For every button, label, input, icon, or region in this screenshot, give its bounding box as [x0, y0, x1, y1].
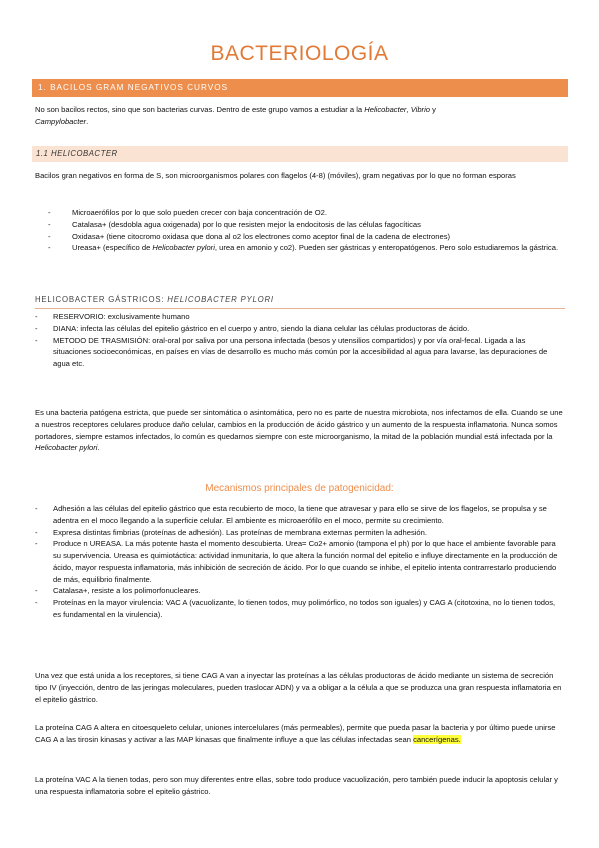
- pathogen-paragraph: [35, 407, 563, 454]
- list-item: - Adhesión a las células del epitelio gástrico que esta recubierto de moco, la tiene que atravesar y para ello se sirve de los flagelos, se propulsa y se adentra en el moco llegando a la superficie celular. El ambiente es microaerófilo en el moco, permite su crecimiento.: [35, 504, 547, 525]
- mechanism-text: Produce n UREASA. La más potente hasta el momento descubierta. Urea= Co2+ amonio (tampona el ph) por lo que hace el ambiente favorable para su supervivencia. Ureasa es quimiotáctica: actividad inmunitaria, lo que altera la función normal del epitelio e influye directamente en la producción de ácido, mayor respuesta inflamatoria, más inhibición de secreción de ácido. Por lo que cuando se inhibe, el epitelio intenta contrarrestarlo produciendo de más, equilibrio finalmente.: [53, 539, 558, 584]
- gastric-list: [35, 311, 563, 370]
- intro-paragraph: [35, 104, 563, 128]
- mechanisms-list: [35, 503, 563, 621]
- gastric-item-text: DIANA: infecta las células del epitelio gástrico en el cuerpo y antro, siendo la diana celular las células productoras de ácido.: [53, 323, 470, 333]
- mechanism-text: Catalasa+, resiste a los polimorfonucleares.: [53, 586, 201, 596]
- list-item: - Proteínas en la mayor virulencia: VAC A (vacuolizante, lo tienen todos, muy polimórfico, no todos son iguales) y CAG A (citotoxina, no lo tienen todos, es fundamental en la virulencia).: [35, 598, 556, 619]
- mechanism-text: Expresa distintas fimbrias (proteínas de adhesión). Las proteínas de membrana externas permiten la adhesión.: [53, 527, 427, 537]
- mechanism-text: Adhesión a las células del epitelio gástrico que esta recubierto de moco, la tiene que atravesar y para ello se sirve de los flagelos, se propulsa y se adentra en el moco llegando a la superficie celular. El ambiente es microaerófilo en el moco, permite su crecimiento.: [53, 504, 547, 525]
- ureasa-species: Helicobacter pylori: [152, 243, 215, 253]
- list-item: - Produce n UREASA. La más potente hasta el momento descubierta. Urea= Co2+ amonio (tampona el ph) por lo que hace el ambiente favorable para su supervivencia. Ureasa es quimiotáctica: actividad inmunitaria, lo que altera la función normal del epitelio e influye directamente en la producción de ácido, mayor respuesta inflamatoria, más inhibición de secreción de ácido. Por lo que cuando se inhibe, el epitelio intenta contrarrestarlo produciendo de más, equilibrio finalmente.: [35, 539, 558, 584]
- pathogen-end: .: [97, 443, 100, 453]
- mechanism-text: Proteínas en la mayor virulencia: VAC A (vacuolizante, lo tienen todos, muy polimórfico, no todos son iguales) y CAG A (citotoxina, no lo tienen todos, es fundamental en la virulencia).: [53, 598, 556, 619]
- list-item: - Catalasa+ (desdobla agua oxigenada) por lo que resisten mejor la endocitosis de las células fagocíticas: [48, 219, 421, 229]
- feature-text: Catalasa+ (desdobla agua oxigenada) por lo que resisten mejor la endocitosis de las células fagocíticas: [72, 219, 421, 229]
- page-title: BACTERIOLOGÍA: [210, 42, 389, 65]
- feature-text: Oxidasa+ (tiene citocromo oxidasa que dona al o2 los electrones como aceptor final de la cadena de electrones): [72, 231, 451, 241]
- gastric-heading: [35, 294, 565, 309]
- feature-text: Microaerófilos por lo que solo pueden crecer con baja concentración de O2.: [72, 208, 327, 217]
- list-item: - Microaerófilos por lo que solo pueden crecer con baja concentración de O2.: [48, 208, 327, 217]
- subsection-heading-helicobacter: 1.1 HELICOBACTER: [32, 146, 568, 162]
- list-item: - Ureasa+ (específico de Helicobacter pylori, urea en amonio y co2). Pueden ser gástricas y enteropatógenos. Pero solo estudiaremos la gástrica.: [48, 243, 559, 253]
- pathogen-text: Es una bacteria patógena estricta, que puede ser sintomática o asintomática, pero no es parte de nuestra microbiota, nos infectamos de ella. Cuando se une a nuestros receptores celulares produce daño celular, cambios en la producción de ácido gástrico y un aumento de la respuesta inflamatoria. Nunca somos portadores, siempre estamos infectados, lo común es quedarnos siempre con este microorganismo, la mitad de la población mundial está infectada por la: [35, 408, 563, 441]
- gastric-heading-species: HELICOBACTER PYLORI: [167, 295, 274, 304]
- ureasa-text-after: , urea en amonio y co2). Pueden ser gástricas y enteropatógenos. Pero solo estudiaremos la gástrica.: [214, 243, 559, 253]
- intro-genus-vibrio: Vibrio: [410, 105, 430, 114]
- helicobacter-description: [35, 170, 563, 182]
- intro-genus-campylobacter: Campylobacter: [35, 116, 87, 126]
- pathogen-species: Helicobacter pylori: [35, 443, 98, 453]
- list-item: - Catalasa+, resiste a los polimorfonucleares.: [35, 586, 201, 596]
- gastric-item-text: METODO DE TRASMISIÓN: oral-oral por saliva por una persona infectada (besos y utensilios compartidos) y por vía oral-fecal. Ligada a las situaciones socioeconómicas, en países en vías de desarrollo es mucho más común por la accesibilidad al agua para lavarse, las depuraciones de agua etc.: [53, 335, 548, 369]
- list-item: - DIANA: infecta las células del epitelio gástrico en el cuerpo y antro, siendo la diana celular las células productoras de ácido.: [35, 323, 470, 333]
- intro-end: .: [86, 116, 89, 126]
- vac-paragraph: [35, 774, 563, 798]
- intro-genus-helicobacter: Helicobacter: [364, 105, 407, 114]
- cag-text-2: La proteína CAG A altera en citoesqueleto celular, uniones intercelulares (más permeables), permite que pueda pasar la bacteria y por último puede unirse CAG A a las tirosin kinasas y activar a las MAP kinasas que finalmente influye a que las células infectadas sean: [35, 723, 556, 744]
- helicobacter-desc-text: Bacilos gran negativos en forma de S, son microorganismos polares con flagelos (4-8) (móviles), gram negativas por lo que no forman esporas: [35, 171, 516, 180]
- cag-paragraph-2: [35, 722, 563, 746]
- intro-sep: ,: [406, 105, 411, 114]
- intro-text: No son bacilos rectos, sino que son bacterias curvas. Dentro de este grupo vamos a estudiar a la: [35, 105, 365, 114]
- list-item: - METODO DE TRASMISIÓN: oral-oral por saliva por una persona infectada (besos y utensilios compartidos) y por vía oral-fecal. Ligada a las situaciones socioeconómicas, en países en vías de desarrollo es mucho más común por la accesibilidad al agua para lavarse, las depuraciones de agua etc.: [35, 335, 548, 369]
- list-item: - RESERVORIO: exclusivamente humano: [35, 312, 190, 321]
- section-heading-bacilos: 1. BACILOS GRAM NEGATIVOS CURVOS: [32, 79, 568, 97]
- list-item: - Oxidasa+ (tiene citocromo oxidasa que dona al o2 los electrones como aceptor final de la cadena de electrones): [48, 231, 451, 241]
- ureasa-text: Ureasa+ (específico de: [72, 243, 153, 253]
- gastric-item-text: RESERVORIO: exclusivamente humano: [53, 312, 190, 321]
- list-item: - Expresa distintas fimbrias (proteínas de adhesión). Las proteínas de membrana externas permiten la adhesión.: [35, 527, 427, 537]
- cag-text-1: Una vez que está unida a los receptores, si tiene CAG A van a inyectar las proteínas a las células productoras de ácido mediante un sistema de secreción tipo IV (inyección, dentro de las jeringas moleculares, pueden traslocar ADN) y va a obligar a la célula a que se produzca una gran respuesta inflamatoria en el epitelio gástrico.: [35, 671, 562, 704]
- feature-list: [35, 207, 563, 254]
- vac-text: La proteína VAC A la tienen todas, pero son muy diferentes entre ellas, sobre todo produce vacuolización, pero también puede inducir la apoptosis celular y una respuesta inflamatoria sobre el epitelio gástrico.: [35, 775, 558, 796]
- highlighted-word: cancerígenas.: [413, 734, 461, 744]
- gastric-heading-plain: HELICOBACTER GÁSTRICOS:: [35, 295, 168, 304]
- intro-sep: y: [429, 105, 436, 114]
- mechanisms-heading: Mecanismos principales de patogenicidad:: [205, 483, 394, 494]
- cag-paragraph-1: [35, 670, 563, 705]
